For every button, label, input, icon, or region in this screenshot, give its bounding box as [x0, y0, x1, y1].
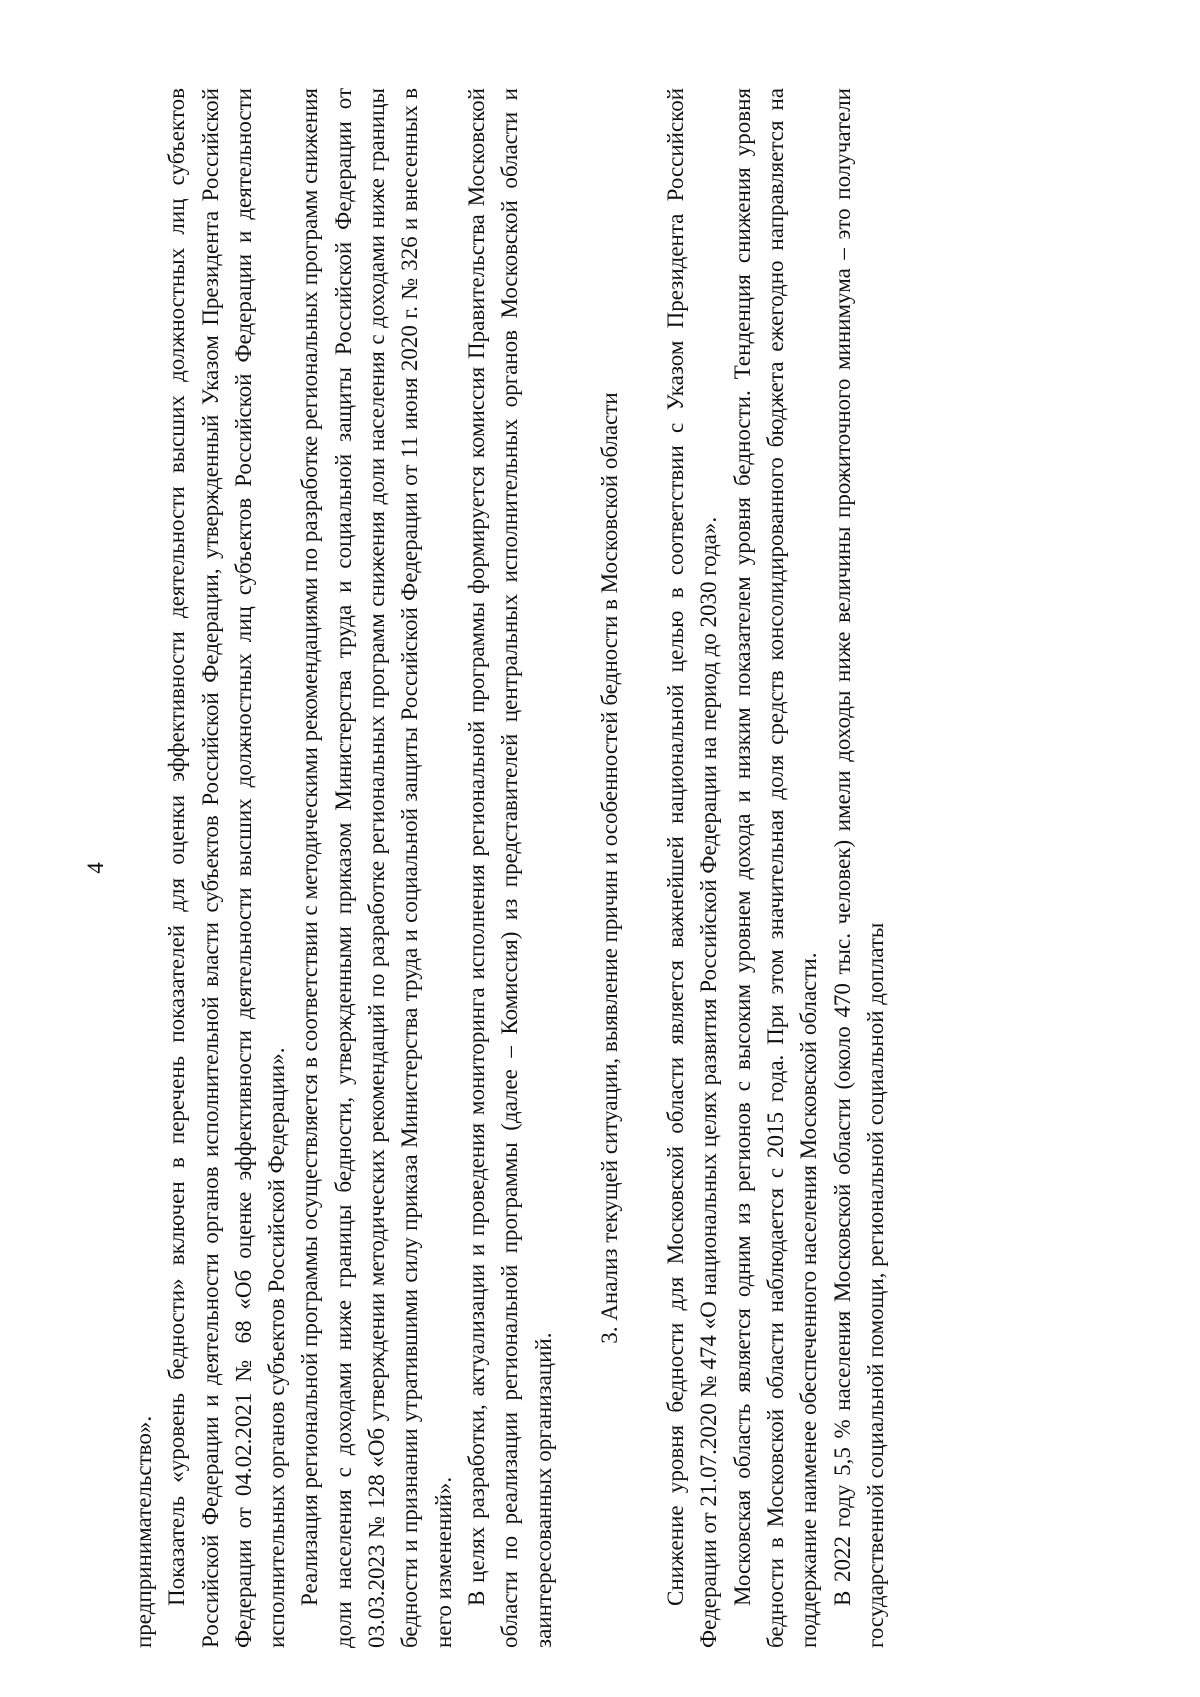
body-text — [127, 88, 892, 1648]
rotated-content — [83, 88, 1037, 1648]
paragraph-national-goal: Снижение уровня бедности для Московской области является важнейшей национальной целью в соответствии с Указом Президента Российской Федерации от 21.07.2020 № 474 «О национальных целях развития Российской Федерации на период до 2030 года». — [663, 88, 722, 1648]
paragraph-poverty-indicator: Показатель «уровень бедности» включен в перечень показателей для оценки эффективности деятельности высших должностных лиц субъектов Российской Федерации и деятельности органов исполнительной власти субъектов Российской Федерации, утвержденный Указом Президента Российской Федерации от 04.02.2021 № 68 «Об оценке эффективности деятельности высших должностных лиц субъектов Российской Федерации и деятельности исполнительных органов субъектов Российской Федерации». — [164, 88, 290, 1648]
page-number: 4 — [83, 862, 108, 874]
paragraph-commission: В целях разработки, актуализации и проведения мониторинга исполнения региональной программы формируется комиссия Правительства Московской области по реализации региональной программы (далее – Комиссия) из представителей центральных исполнительных органов Московской области и заинтересованных организаций. — [463, 88, 556, 1648]
page-sheet — [83, 88, 1037, 1648]
paragraph-2022-statistics: В 2022 году 5,5 % населения Московской области (около 470 тыс. человек) имели доходы ниже величины прожиточного минимума – это получатели государственной социальной помощи, региональной социальной доплаты — [829, 88, 888, 1648]
spacer — [626, 88, 659, 1648]
section-heading: 3. Анализ текущей ситуации, выявление причин и особенностей бедности в Московской области — [596, 392, 622, 1344]
paragraph-intro-end: предпринимательство». — [131, 1415, 156, 1648]
paragraph-region-income: Московская область является одним из регионов с высоким уровнем дохода и низким показателем уровня бедности. Тенденция снижения уровня бедности в Московской области наблюдается с 2015 года. При этом значительная доля средств консолидированного бюджета ежегодно направляется на поддержание наименее обеспеченного населения Московской области. — [729, 88, 822, 1648]
paragraph-program-implementation: Реализация региональной программы осуществляется в соответствии с методическими рекомендациями по разработке региональных программ снижения доли населения с доходами ниже границы бедности, утвержденными приказом Министерства труда и социальной защиты Российской Федерации от 03.03.2023 № 128 «Об утверждении методических рекомендаций по разработке региональных программ снижения доли населения с доходами ниже границы бедности и признании утратившими силу приказа Министерства труда и социальной защиты Российской Федерации от 11 июня 2020 г. № 326 и внесенных в него изменений». — [297, 88, 456, 1648]
spacer — [560, 88, 593, 1648]
